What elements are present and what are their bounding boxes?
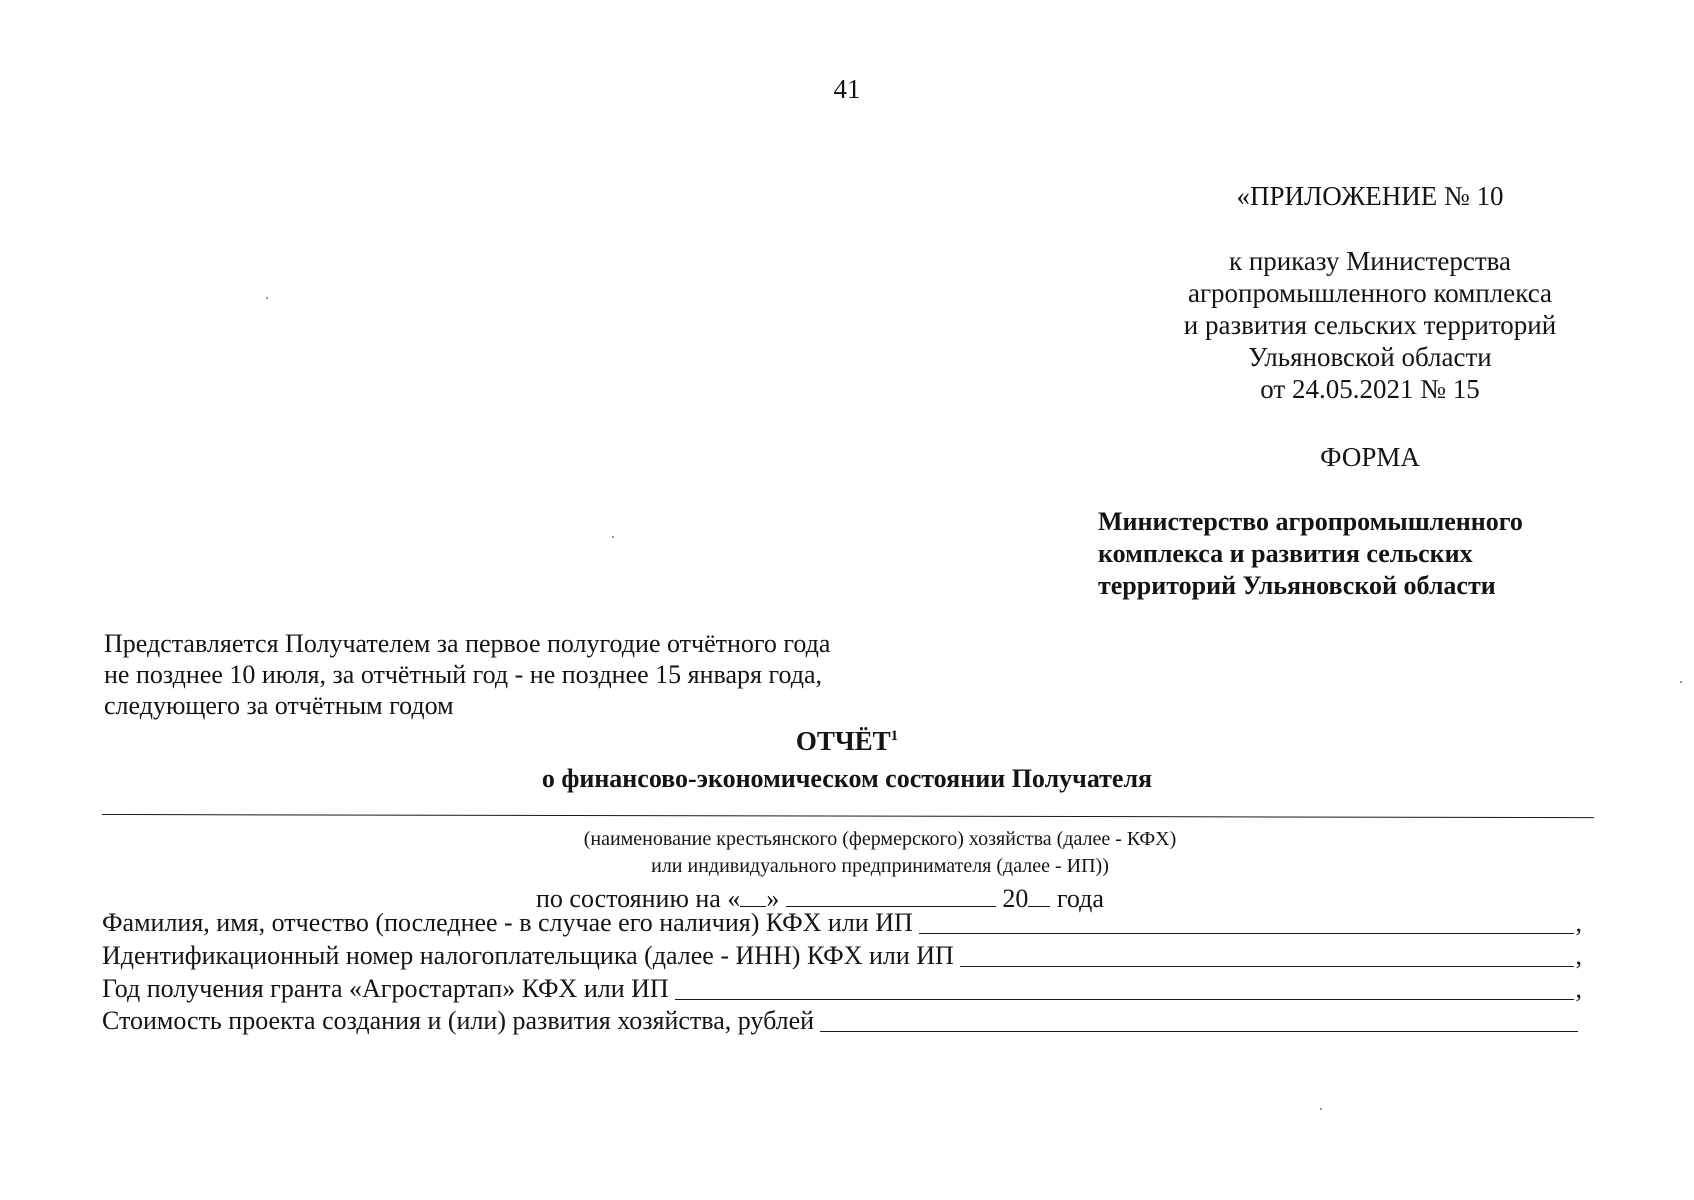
scan-speck [1320, 1108, 1322, 1110]
grant-year-label: Год получения гранта «Агростартап» КФХ или ИП [102, 974, 669, 1003]
ministry-line: комплекса и развития сельских [1098, 539, 1473, 568]
caption-line: (наименование крестьянского (фермерского) хозяйства (далее - КФХ) [583, 828, 1177, 850]
entity-name-field[interactable] [102, 814, 1594, 818]
report-subtitle: о финансово-экономическом состоянии Получателя [541, 764, 1153, 793]
ministry-line: территорий Ульяновской области [1098, 571, 1496, 600]
scan-speck [266, 297, 268, 299]
order-line: Ульяновской области [1248, 342, 1492, 372]
fio-field[interactable] [919, 911, 1574, 934]
grant-year-row [102, 974, 1582, 1004]
as-of-prefix: по состоянию на « [536, 884, 741, 913]
addressee-ministry [1098, 506, 1638, 602]
year-field[interactable] [1028, 882, 1050, 907]
fio-row [102, 908, 1582, 938]
report-title-text: ОТЧЁТ [795, 726, 891, 756]
project-cost-row [102, 1006, 1578, 1036]
as-of-suffix: года [1056, 884, 1104, 913]
as-of-close-quote: » [766, 884, 780, 913]
caption-line: или индивидуального предпринимателя (далее - ИП)) [651, 855, 1109, 877]
project-cost-label: Стоимость проекта создания и (или) развития хозяйства, рублей [102, 1006, 815, 1035]
day-field[interactable] [740, 882, 766, 907]
month-field[interactable] [786, 882, 996, 907]
order-date-number: от 24.05.2021 № 15 [1260, 374, 1480, 404]
ministry-line: Министерство агропромышленного [1098, 507, 1523, 536]
fio-label: Фамилия, имя, отчество (последнее - в случае его наличия) КФХ или ИП [102, 908, 913, 937]
project-cost-field[interactable] [820, 1009, 1578, 1032]
report-title [0, 726, 1694, 757]
submission-note-line: следующего за отчётным годом [104, 691, 454, 720]
scan-speck [612, 536, 614, 538]
year-prefix: 20 [1002, 884, 1029, 913]
footnote-mark: 1 [890, 728, 899, 744]
order-line: агропромышленного комплекса [1188, 278, 1552, 308]
inn-row [102, 941, 1582, 971]
grant-year-comma: , [1575, 974, 1582, 1003]
order-line: к приказу Министерства [1228, 246, 1512, 276]
page-number: 41 [833, 74, 861, 104]
fio-comma: , [1575, 908, 1582, 937]
order-line: и развития сельских территорий [1183, 310, 1557, 340]
submission-note-line: Представляется Получателем за первое полугодие отчётного года [104, 629, 831, 658]
appendix-header [1100, 180, 1640, 473]
submission-note-line: не позднее 10 июля, за отчётный год - не позднее 15 января года, [104, 660, 823, 689]
appendix-title: «ПРИЛОЖЕНИЕ № 10 [1236, 181, 1504, 211]
scan-speck [1680, 681, 1682, 683]
inn-field[interactable] [960, 944, 1574, 967]
entity-name-caption [340, 826, 1420, 880]
inn-label: Идентификационный номер налогоплательщика (далее - ИНН) КФХ или ИП [102, 941, 954, 970]
submission-note [104, 628, 944, 721]
inn-comma: , [1575, 941, 1582, 970]
grant-year-field[interactable] [675, 977, 1574, 1000]
form-label: ФОРМА [1320, 442, 1420, 472]
